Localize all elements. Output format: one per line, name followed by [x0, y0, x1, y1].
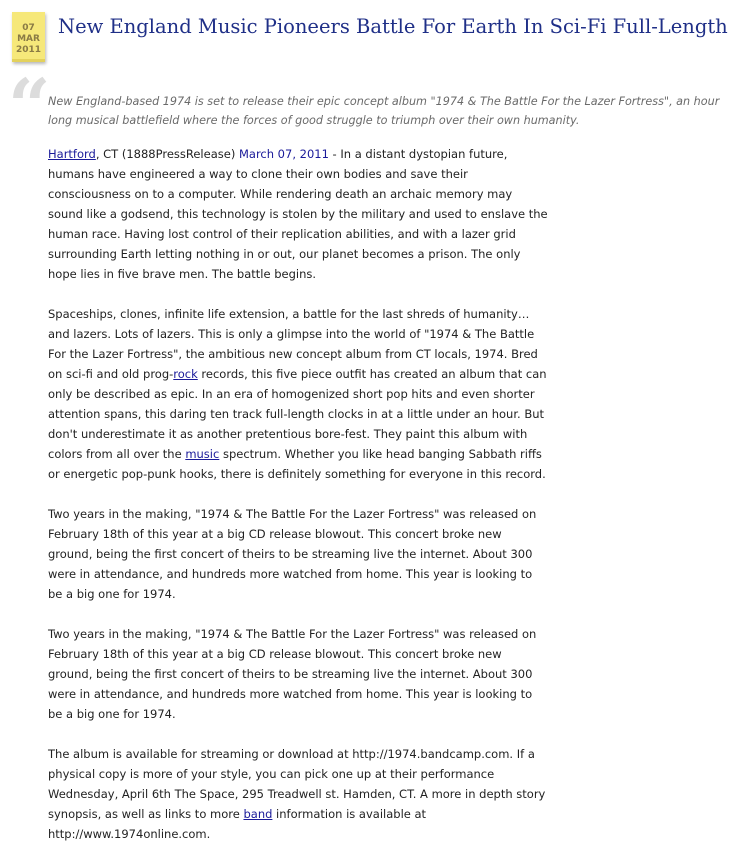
article-paragraph-5	[48, 744, 548, 844]
quote-icon: “	[8, 64, 51, 150]
music-link[interactable]: music	[185, 447, 220, 461]
article-paragraph-2	[48, 304, 548, 484]
article-headline: New England Music Pioneers Battle For Earth In Sci-Fi Full-Length	[58, 15, 728, 38]
date-badge-day: 07	[22, 23, 35, 33]
dateline-separator: -	[328, 147, 341, 161]
date-link[interactable]: March 07, 2011	[238, 147, 329, 161]
article-paragraph-4: Two years in the making, "1974 & The Battle For the Lazer Fortress" was released on February 18th of this year at a big CD release blowout. This concert broke new ground, being the first concert of theirs to be streaming live the internet. About 300 were in attendance, and hundreds more watched from home. This year is looking to be a big one for 1974.	[48, 627, 537, 721]
paragraph-2-text-c: spectrum. Whether you like head banging Sabbath riffs or energetic pop-punk hooks, there is definitely something for everyone in this record.	[48, 447, 546, 481]
paragraph-2-text-b: records, this five piece outfit has created an album that can only be described as epic. In an era of homogenized short pop hits and even shorter attention spans, this daring ten track full-length clocks in at a little under an hour. But don't underestimate it as another pretentious bore-fest. They paint this album with colors from all over the	[48, 367, 547, 461]
date-badge	[12, 12, 45, 62]
paragraph-5-text-a: The album is available for streaming or download at http://1974.bandcamp.com. If a physical copy is more of your style, you can pick one up at their performance Wednesday, April 6th The Space, 295 Treadwell st. Hamden, CT. A more in depth story synopsis, as well as links to more	[48, 747, 546, 821]
hartford-link[interactable]: Hartford	[48, 147, 96, 161]
date-badge-year: 2011	[15, 45, 42, 55]
article-paragraph-3: Two years in the making, "1974 & The Battle For the Lazer Fortress" was released on February 18th of this year at a big CD release blowout. This concert broke new ground, being the first concert of theirs to be streaming live the internet. About 300 were in attendance, and hundreds more watched from home. This year is looking to be a big one for 1974.	[48, 507, 537, 601]
date-badge-month: MAR	[17, 34, 40, 44]
dateline-location: , CT (1888PressRelease)	[95, 147, 239, 161]
paragraph-5-text-b: information is available at http://www.1974online.com.	[48, 807, 427, 841]
rock-link[interactable]: rock	[173, 367, 198, 381]
paragraph-1-text: In a distant dystopian future, humans have engineered a way to clone their own bodies and save their consciousness on to a computer. While rendering death an archaic memory may sound like a godsend, this technology is stolen by the military and used to enslave the human race. Having lost control of their replication abilities, and with a lazer grid surrounding Earth letting nothing in or out, our planet becomes a prison. The only hope lies in five brave men. The battle begins.	[48, 147, 548, 281]
band-link[interactable]: band	[243, 807, 273, 821]
paragraph-2-text-a: Spaceships, clones, infinite life extension, a battle for the last shreds of humanity…and lazers. Lots of lazers. This is only a glimpse into the world of "1974 & The Battle For the Lazer Fortress", the ambitious new concept album from CT locals, 1974. Bred on sci-fi and old prog-	[48, 307, 538, 381]
article-paragraph-1	[48, 144, 548, 284]
article-summary: New England-based 1974 is set to release their epic concept album "1974 & The Battle For the Lazer Fortress", an hour long musical battlefield where the forces of good struggle to triumph over their own humanity.	[48, 95, 720, 127]
article-body	[48, 144, 548, 864]
